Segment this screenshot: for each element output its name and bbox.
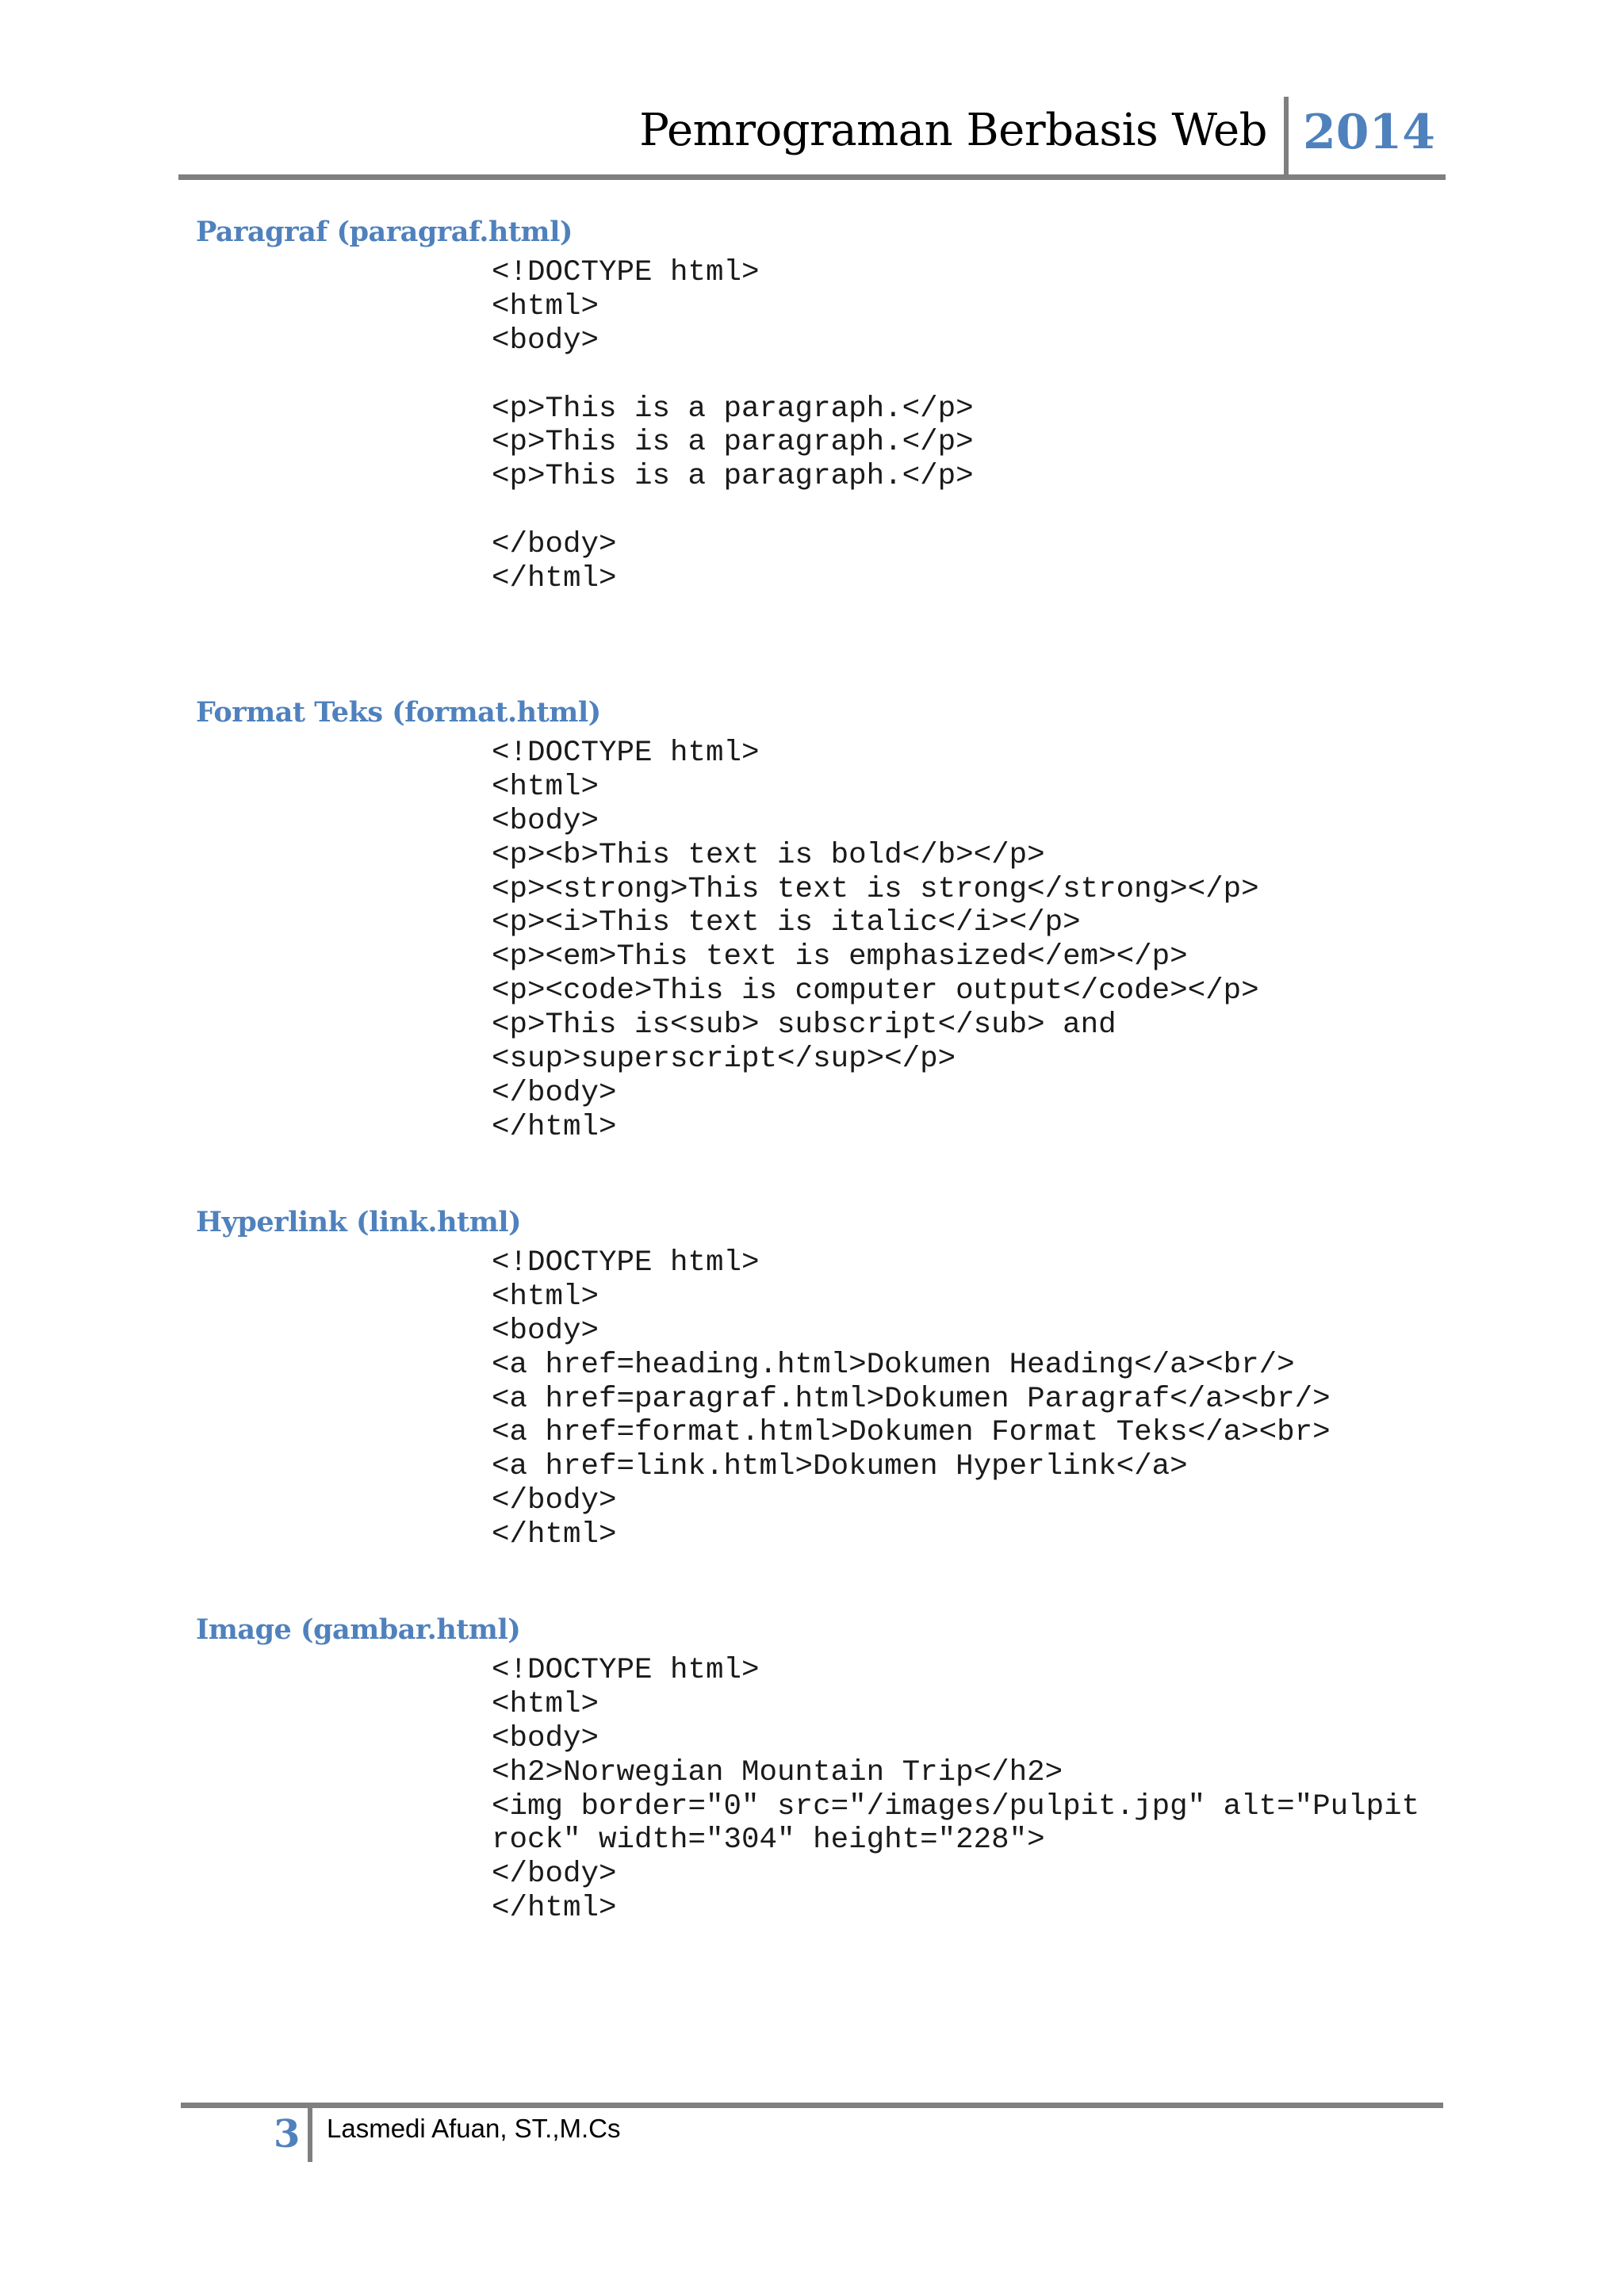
- footer-rule: [181, 2103, 1443, 2108]
- code-line: </html>: [492, 1110, 617, 1144]
- section-heading-image: Image (gambar.html): [196, 1613, 521, 1646]
- header-divider: [1284, 97, 1289, 176]
- code-line: <a href=paragraf.html>Dokumen Paragraf</a><br/>: [492, 1382, 1331, 1416]
- code-line: <h2>Norwegian Mountain Trip</h2>: [492, 1755, 1063, 1789]
- code-line: <!DOCTYPE html>: [492, 256, 760, 289]
- header-year: 2014: [1303, 105, 1435, 160]
- code-block-format: [492, 737, 1259, 1145]
- code-line: <p>This is a paragraph.</p>: [492, 392, 974, 426]
- header-rule: [178, 174, 1446, 180]
- code-line: <p><b>This text is bold</b></p>: [492, 838, 1045, 872]
- code-line: </body>: [492, 1076, 617, 1110]
- code-line: [492, 358, 974, 392]
- section-heading-paragraf: Paragraf (paragraf.html): [196, 216, 573, 248]
- code-line: </html>: [492, 1518, 617, 1552]
- code-line: <html>: [492, 289, 599, 323]
- page-number: 3: [274, 2112, 301, 2156]
- code-line: <p>This is a paragraph.</p>: [492, 426, 974, 460]
- code-line: <a href=heading.html>Dokumen Heading</a><br/>: [492, 1348, 1295, 1382]
- code-line: <p><em>This text is emphasized</em></p>: [492, 940, 1188, 974]
- code-line: <a href=link.html>Dokumen Hyperlink</a>: [492, 1450, 1188, 1484]
- code-line: <html>: [492, 770, 599, 804]
- section-heading-format: Format Teks (format.html): [196, 696, 601, 729]
- footer-author: Lasmedi Afuan, ST.,M.Cs: [327, 2114, 621, 2143]
- code-line: <a href=format.html>Dokumen Format Teks</a><br>: [492, 1416, 1331, 1450]
- code-line: <img border="0" src="/images/pulpit.jpg" alt="Pulpit: [492, 1789, 1420, 1823]
- page-header: [178, 94, 1446, 179]
- code-line: <!DOCTYPE html>: [492, 1654, 760, 1687]
- code-line: </html>: [492, 562, 617, 596]
- code-line: <p>This is<sub> subscript</sub> and: [492, 1008, 1116, 1043]
- code-line: <sup>superscript</sup></p>: [492, 1043, 956, 1077]
- code-line: </body>: [492, 1858, 617, 1892]
- code-line: <p>This is a paragraph.</p>: [492, 460, 974, 494]
- code-line: </html>: [492, 1892, 617, 1926]
- code-line: <html>: [492, 1280, 599, 1314]
- code-line: <p><code>This is computer output</code></p>: [492, 974, 1259, 1008]
- code-line: <p><i>This text is italic</i></p>: [492, 906, 1081, 940]
- section-heading-hyperlink: Hyperlink (link.html): [196, 1206, 522, 1238]
- code-line: [492, 494, 974, 528]
- code-block-paragraf: [492, 256, 974, 596]
- code-line: <!DOCTYPE html>: [492, 1246, 760, 1280]
- code-line: </body>: [492, 528, 617, 562]
- code-line: <body>: [492, 1721, 599, 1755]
- code-line: </body>: [492, 1484, 617, 1518]
- code-block-hyperlink: [492, 1246, 1331, 1552]
- code-line: <!DOCTYPE html>: [492, 737, 760, 770]
- footer-divider: [308, 2108, 312, 2162]
- code-line: <body>: [492, 323, 599, 358]
- code-line: <p><strong>This text is strong</strong></p>: [492, 872, 1259, 906]
- code-line: <body>: [492, 1314, 599, 1348]
- header-title: Pemrograman Berbasis Web: [639, 105, 1267, 156]
- code-block-image: [492, 1654, 1419, 1926]
- code-line: <body>: [492, 804, 599, 838]
- code-line: <html>: [492, 1687, 599, 1721]
- code-line: rock" width="304" height="228">: [492, 1823, 1045, 1858]
